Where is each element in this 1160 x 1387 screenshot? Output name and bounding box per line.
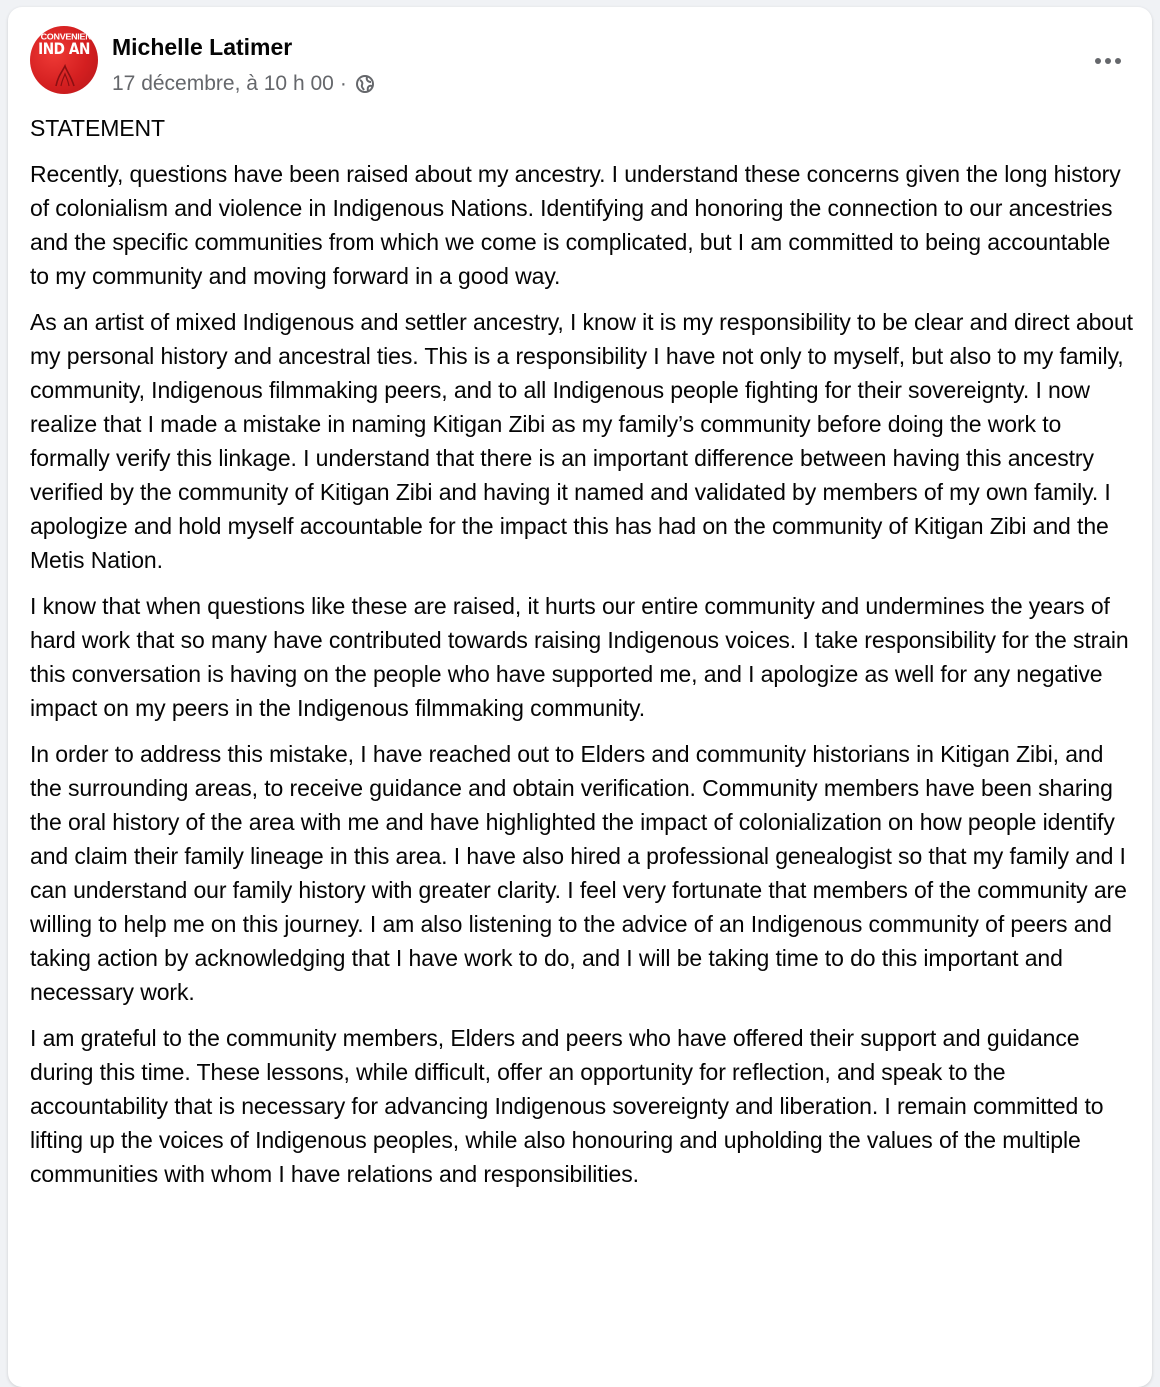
paragraph-4: In order to address this mistake, I have reached out to Elders and community historians in Kitigan Zibi, and the surrounding areas, to receive guidance and obtain verification. Community members have been sharing the oral history of the area with me and have highlighted the impact of colonialization on how people identify and claim their family lineage in this area. I have also hired a professional genealogist so that my family and I can understand our family history with greater clarity. I feel very fortunate that members of the community are willing to help me on this journey. I am also listening to the advice of an Indigenous community of peers and taking action by acknowledging that I have work to do, and I will be taking time to do this important and necessary work. bbox=[30, 741, 1127, 1005]
post-timestamp[interactable]: 17 décembre, à 10 h 00 bbox=[112, 72, 334, 95]
paragraph-2: As an artist of mixed Indigenous and settler ancestry, I know it is my responsibility to be clear and direct about my personal history and ancestral ties. This is a responsibility I have not only to myself, but also to my family, community, Indigenous filmmaking peers, and to all Indigenous people fighting for their sovereignty. I now realize that I made a mistake in naming Kitigan Zibi as my family’s community before doing the work to formally verify this linkage. I understand that there is an important difference between having this ancestry verified by the community of Kitigan Zibi and having it named and validated by members of my own family. I apologize and hold myself accountable for the impact this has had on the community of Kitigan Zibi and the Metis Nation. bbox=[30, 309, 1133, 573]
avatar-text-main: IND AN bbox=[38, 39, 90, 58]
meta-separator: · bbox=[339, 72, 347, 95]
avatar-art-icon bbox=[52, 62, 78, 88]
post-body bbox=[30, 111, 1134, 1203]
avatar-text-top: CONVENIEN bbox=[40, 32, 92, 42]
paragraph-5: I am grateful to the community members, Elders and peers who have offered their support and guidance during this time. These lessons, while difficult, offer an opportunity for reflection, and speak to the accountability that is necessary for advancing Indigenous sovereignty and liberation. I remain committed to lifting up the voices of Indigenous peoples, while also honouring and upholding the values of the multiple communities with whom I have relations and responsibilities. bbox=[30, 1025, 1104, 1187]
post-meta bbox=[112, 72, 375, 96]
more-options-icon[interactable] bbox=[1086, 46, 1130, 76]
author-name[interactable]: Michelle Latimer bbox=[112, 34, 293, 60]
post-header bbox=[30, 26, 1130, 100]
paragraph-3: I know that when questions like these are raised, it hurts our entire community and undermines the years of hard work that so many have contributed towards raising Indigenous voices. I take responsibility for the strain this conversation is having on the people who have supported me, and I apologize as well for any negative impact on my peers in the Indigenous filmmaking community. bbox=[30, 593, 1129, 721]
paragraph-1: Recently, questions have been raised about my ancestry. I understand these concerns given the long history of colonialism and violence in Indigenous Nations. Identifying and honoring the connection to our ancestries and the specific communities from which we come is complicated, but I am committed to being accountable to my community and moving forward in a good way. bbox=[30, 161, 1121, 289]
avatar[interactable] bbox=[30, 26, 98, 94]
statement-title: STATEMENT bbox=[30, 115, 165, 141]
post-card bbox=[8, 7, 1152, 1387]
globe-icon[interactable] bbox=[355, 74, 375, 94]
